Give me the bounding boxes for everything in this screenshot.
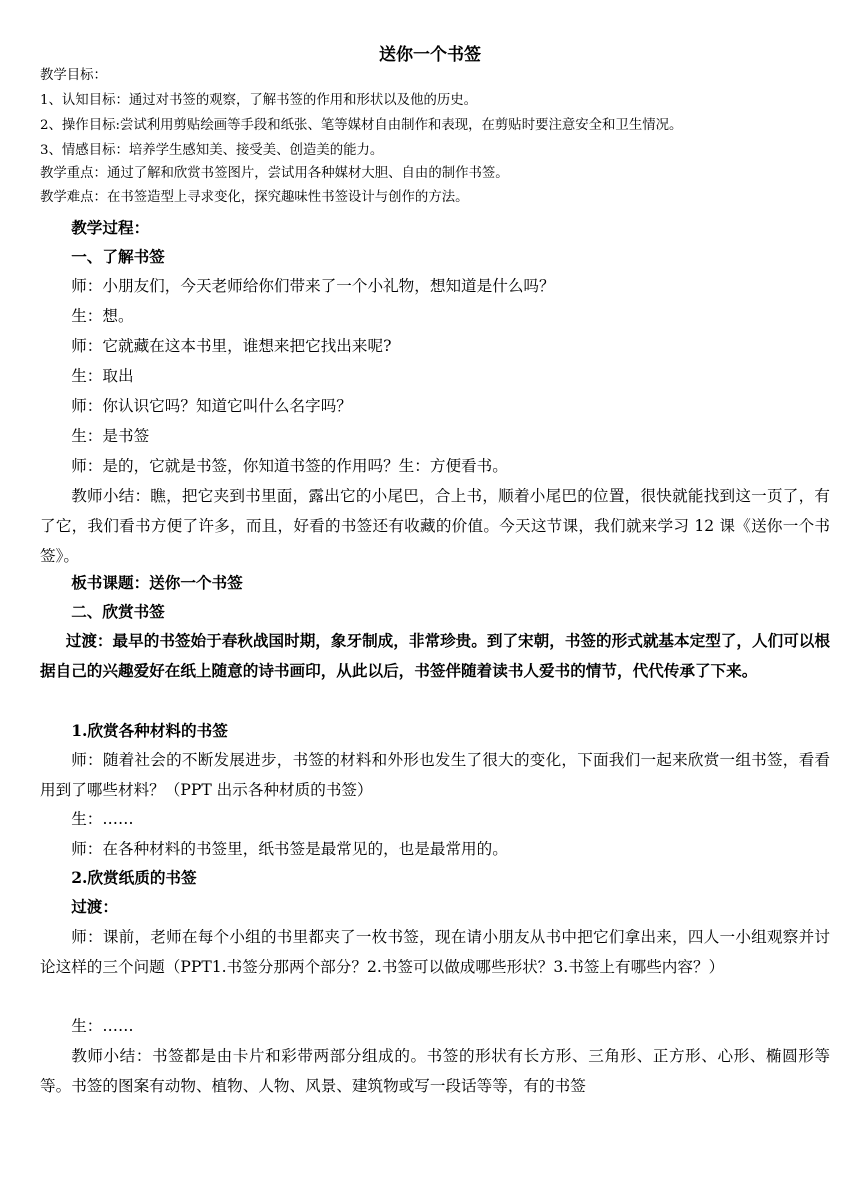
subsection-heading-paper: 2.欣赏纸质的书签: [71, 868, 197, 887]
dialog-line: 师：小朋友们，今天老师给你们带来了一个小礼物，想知道是什么吗？: [71, 277, 555, 295]
teacher-materials-question: 师：随着社会的不断发展进步，书签的材料和外形也发生了很大的变化，下面我们一起来欣赏一组书签，看看用到了哪些材料？（PPT 出示各种材质的书签）: [40, 751, 830, 799]
section-heading-appreciate: 二、欣赏书签: [71, 602, 165, 621]
dialog-line: 师：是的，它就是书签，你知道书签的作用吗？生：方便看书。: [71, 457, 508, 475]
objectives-heading: 教学目标：: [40, 68, 107, 83]
process-heading: 教学过程：: [71, 218, 150, 237]
subsection-heading-materials: 1.欣赏各种材料的书签: [71, 721, 228, 740]
objective-cognitive: 1、认知目标：通过对书签的观察，了解书签的作用和形状以及他的历史。: [40, 93, 478, 108]
teacher-summary-1: 教师小结：瞧，把它夹到书里面，露出它的小尾巴，合上书，顺着小尾巴的位置，很快就能找到这一页了，有了它，我们看书方便了许多，而且，好看的书签还有收藏的价值。今天这节课，我们就来学习 12 课《送你一个书签》。: [40, 487, 830, 565]
student-reply: 生：……: [71, 1017, 134, 1035]
teacher-paper-note: 师：在各种材料的书签里，纸书签是最常见的，也是最常用的。: [71, 840, 508, 858]
dialog-line: 生：取出: [71, 367, 134, 385]
section-heading-understand: 一、了解书签: [71, 247, 165, 266]
dialog-line: 师：你认识它吗？知道它叫什么名字吗？: [71, 397, 352, 415]
teacher-group-task: 师：课前，老师在每个小组的书里都夹了一枚书签，现在请小朋友从书中把它们拿出来，四人一小组观察并讨论这样的三个问题（PPT1.书签分那两个部分？2.书签可以做成哪些形状？3.书签上有哪些内容？）: [40, 928, 830, 976]
dialog-line: 师：它就藏在这本书里，谁想来把它找出来呢?: [71, 337, 392, 355]
objective-emotion: 3、情感目标：培养学生感知美、接受美、创造美的能力。: [40, 143, 384, 158]
board-title: 板书课题：送你一个书签: [71, 573, 243, 592]
student-reply: 生：……: [71, 810, 134, 828]
dialog-line: 生：想。: [71, 307, 134, 325]
transition-label: 过渡：: [71, 897, 118, 916]
transition-history: 过渡：最早的书签始于春秋战国时期，象牙制成，非常珍贵。到了宋朝，书签的形式就基本定型了，人们可以根据自己的兴趣爱好在纸上随意的诗书画印，从此以后，书签伴随着读书人爱书的情节，代代传承了下来。: [40, 631, 830, 680]
teaching-key-point: 教学重点：通过了解和欣赏书签图片，尝试用各种媒材大胆、自由的制作书签。: [40, 166, 509, 181]
teacher-summary-2: 教师小结：书签都是由卡片和彩带两部分组成的。书签的形状有长方形、三角形、正方形、心形、椭圆形等等。书签的图案有动物、植物、人物、风景、建筑物或写一段话等等，有的书签: [40, 1047, 830, 1095]
teaching-difficulty: 教学难点：在书签造型上寻求变化，探究趣味性书签设计与创作的方法。: [40, 190, 469, 205]
dialog-line: 生：是书签: [71, 427, 150, 445]
objective-operation: 2、操作目标:尝试利用剪贴绘画等手段和纸张、笔等媒材自由制作和表现，在剪贴时要注意安全和卫生情况。: [40, 118, 683, 133]
document-title: 送你一个书签: [379, 45, 481, 65]
